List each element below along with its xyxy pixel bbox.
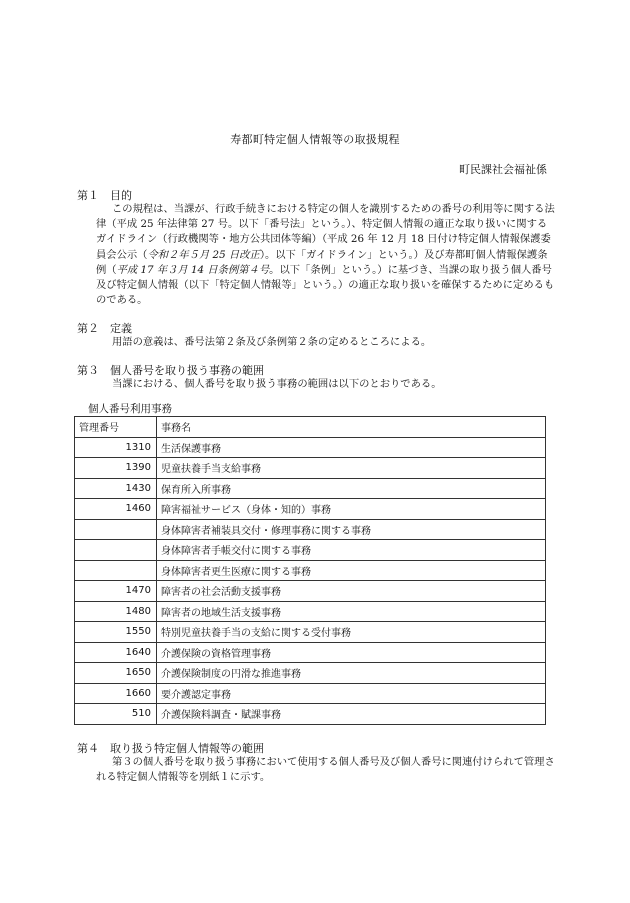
section-4-heading <box>77 740 264 756</box>
row-name: 介護保険料調査・賦課事務 <box>157 704 546 725</box>
table-row <box>75 519 546 540</box>
section-2-title: 定義 <box>110 322 132 335</box>
row-name: 身体障害者手帳交付に関する事務 <box>157 540 546 561</box>
table-row <box>75 704 546 725</box>
section-1-heading <box>77 187 132 203</box>
row-name: 特別児童扶養手当の支給に関する受付事務 <box>157 622 546 643</box>
header-code: 管理番号 <box>75 417 157 438</box>
header-name: 事務名 <box>157 417 546 438</box>
table-row <box>75 560 546 581</box>
section-1-text-d: 平成 17 年３月 14 日条例第４号 <box>116 263 270 276</box>
row-code: 1640 <box>75 642 157 663</box>
row-name: 介護保険の資格管理事務 <box>157 642 546 663</box>
row-code: 1470 <box>75 581 157 602</box>
row-code: 1650 <box>75 663 157 684</box>
row-code: 1550 <box>75 622 157 643</box>
section-3-number: 第３ <box>77 364 99 377</box>
row-code <box>75 540 157 561</box>
table-row <box>75 581 546 602</box>
section-1-title: 目的 <box>110 189 132 202</box>
table-row <box>75 499 546 520</box>
row-name: 障害者の社会活動支援事務 <box>157 581 546 602</box>
row-name: 児童扶養手当支給事務 <box>157 458 546 479</box>
section-4-title: 取り扱う特定個人情報等の範囲 <box>110 742 264 755</box>
section-3-title: 個人番号を取り扱う事務の範囲 <box>110 364 264 377</box>
table-row <box>75 663 546 684</box>
section-2-heading <box>77 320 132 336</box>
row-code <box>75 519 157 540</box>
row-name: 身体障害者更生医療に関する事務 <box>157 560 546 581</box>
processing-table <box>74 416 546 725</box>
row-name: 身体障害者補装具交付・修理事務に関する事務 <box>157 519 546 540</box>
row-code: 1660 <box>75 683 157 704</box>
section-1-text-e: 。以下「条例」という。）に基づき、当課の取り扱う個人番号及び特定個人情報（以下「特定個人情報等」という。）の適正な取り扱いを確保するために定めるものである。 <box>96 263 555 307</box>
row-name: 要介護認定事務 <box>157 683 546 704</box>
section-2-paragraph: 用語の意義は、番号法第２条及び条例第２条の定めるところによる。 <box>112 336 432 348</box>
section-1-text-b: 令和２年５月 25 日改正 <box>147 248 260 261</box>
table-row <box>75 601 546 622</box>
row-name: 生活保護事務 <box>157 437 546 458</box>
table-row <box>75 437 546 458</box>
department-name: 町民課社会福祉係 <box>459 163 547 176</box>
row-code: 1310 <box>75 437 157 458</box>
row-code: 1480 <box>75 601 157 622</box>
section-1-text-c: ）。以下「ガイドライン」という。）及び寿都町個人情報保護条例（ <box>96 248 548 276</box>
table-row <box>75 683 546 704</box>
row-code: 510 <box>75 704 157 725</box>
table-row <box>75 622 546 643</box>
table-caption: 個人番号利用事務 <box>88 403 172 415</box>
row-code <box>75 560 157 581</box>
row-name: 介護保険制度の円滑な推進事務 <box>157 663 546 684</box>
row-name: 障害者の地域生活支援事務 <box>157 601 546 622</box>
table-row <box>75 478 546 499</box>
table-row <box>75 642 546 663</box>
row-name: 障害福祉サービス（身体・知的）事務 <box>157 499 546 520</box>
section-3-paragraph: 当課における、個人番号を取り扱う事務の範囲は以下のとおりである。 <box>112 378 442 390</box>
table-row <box>75 540 546 561</box>
table-row <box>75 458 546 479</box>
row-code: 1430 <box>75 478 157 499</box>
row-code: 1390 <box>75 458 157 479</box>
section-1-text-a: この規程は、当課が、行政手続きにおける特定の個人を識別するための番号の利用等に関する法律（平成 25 年法律第 27 号。以下「番号法」という。）、特定個人情報の適正な取り扱いに関するガイドライン（行政機関等・地方公共団体等編）（平成 26 年 12 月 18 日付け特定個人情報保護委員会公示（ <box>96 203 555 261</box>
section-1-number: 第１ <box>77 189 99 202</box>
table-header-row <box>75 417 546 438</box>
section-1-paragraph <box>96 202 556 308</box>
section-4-number: 第４ <box>77 742 99 755</box>
section-4-paragraph: 第３の個人番号を取り扱う事務において使用する個人番号及び個人番号に関連付けられて管理される特定個人情報等を別紙１に示す。 <box>96 756 555 784</box>
row-name: 保育所入所事務 <box>157 478 546 499</box>
section-3-heading <box>77 362 264 378</box>
document-title: 寿都町特定個人情報等の取扱規程 <box>230 133 400 146</box>
section-2-number: 第２ <box>77 322 99 335</box>
row-code: 1460 <box>75 499 157 520</box>
